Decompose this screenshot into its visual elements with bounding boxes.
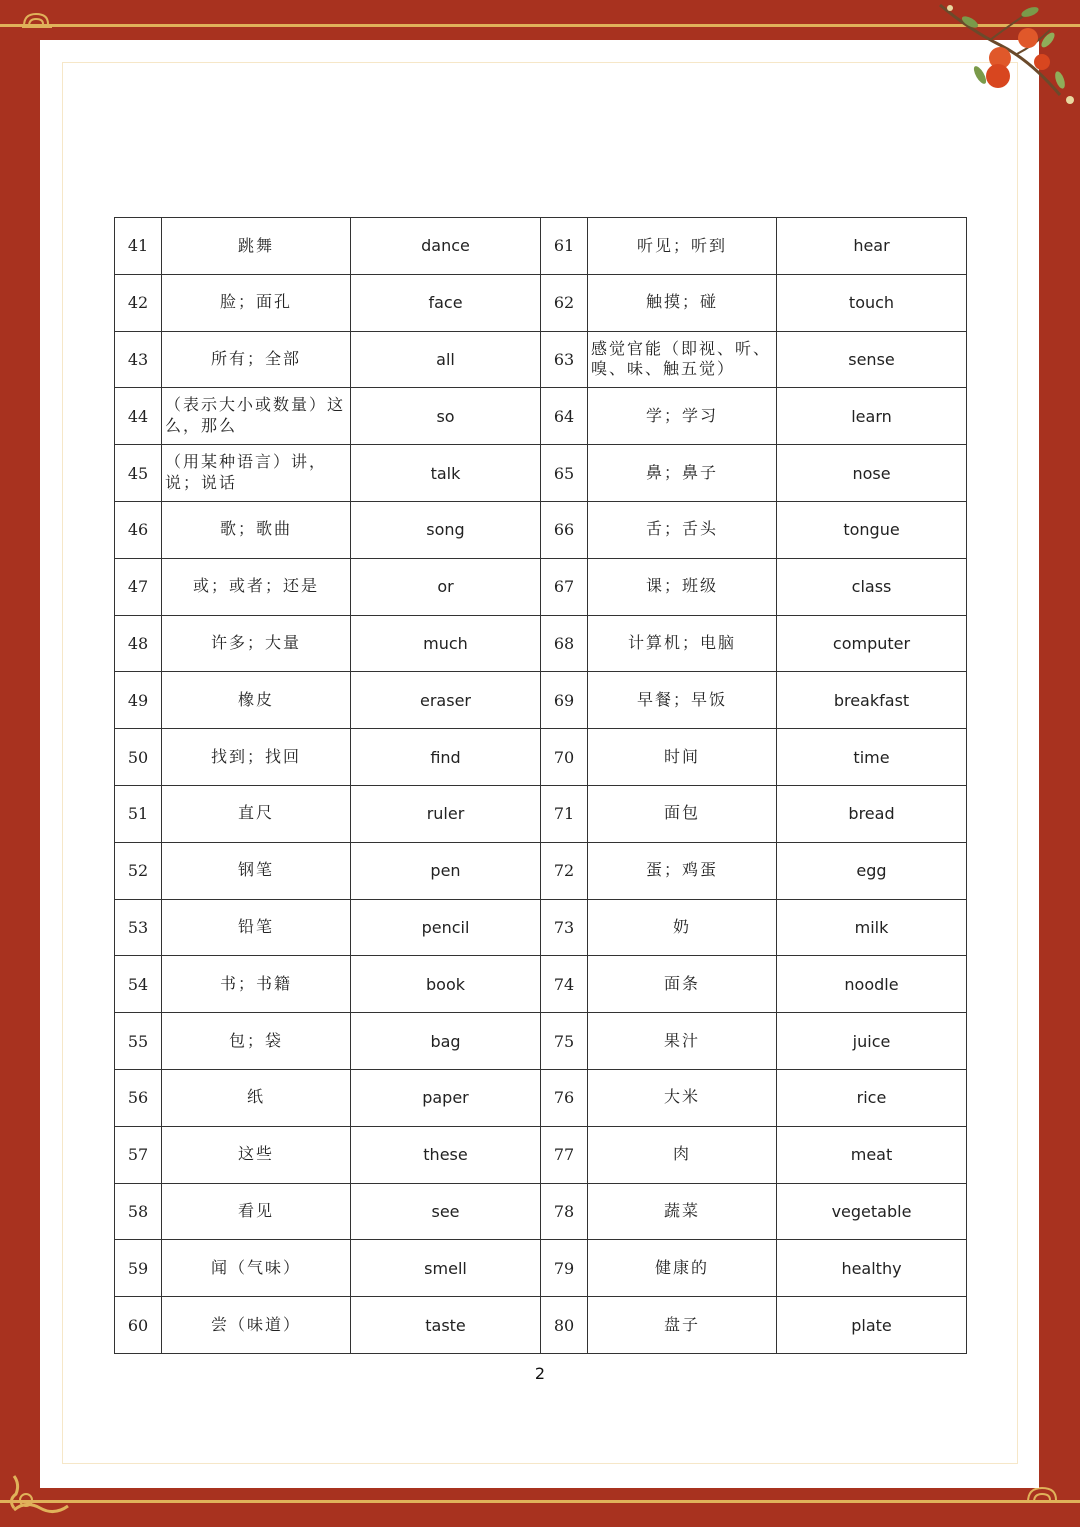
table-row	[115, 331, 967, 388]
word-number: 71	[541, 785, 588, 842]
english-word: breakfast	[777, 672, 967, 729]
chinese-meaning: 蛋；鸡蛋	[588, 842, 777, 899]
word-number: 64	[541, 388, 588, 445]
english-word: computer	[777, 615, 967, 672]
english-word: vegetable	[777, 1183, 967, 1240]
english-word: hear	[777, 218, 967, 275]
english-word: time	[777, 729, 967, 786]
word-number: 56	[115, 1069, 162, 1126]
chinese-meaning: 看见	[162, 1183, 351, 1240]
chinese-meaning: 直尺	[162, 785, 351, 842]
chinese-meaning: 触摸；碰	[588, 274, 777, 331]
chinese-meaning: 蔬菜	[588, 1183, 777, 1240]
cloud-ornament-icon	[22, 10, 52, 30]
chinese-meaning: 果汁	[588, 1013, 777, 1070]
english-word: touch	[777, 274, 967, 331]
english-word: juice	[777, 1013, 967, 1070]
word-number: 72	[541, 842, 588, 899]
table-row	[115, 388, 967, 445]
table-row	[115, 1183, 967, 1240]
english-word: milk	[777, 899, 967, 956]
frame-gold-line-top	[0, 24, 1080, 27]
english-word: meat	[777, 1126, 967, 1183]
table-row	[115, 842, 967, 899]
frame-gold-line-bottom	[0, 1500, 1080, 1503]
chinese-meaning: 听见；听到	[588, 218, 777, 275]
word-number: 76	[541, 1069, 588, 1126]
word-number: 59	[115, 1240, 162, 1297]
word-number: 61	[541, 218, 588, 275]
table-row	[115, 899, 967, 956]
word-number: 50	[115, 729, 162, 786]
word-number: 79	[541, 1240, 588, 1297]
word-number: 44	[115, 388, 162, 445]
table-row	[115, 1013, 967, 1070]
chinese-meaning: 奶	[588, 899, 777, 956]
table-row	[115, 558, 967, 615]
chinese-meaning: 学；学习	[588, 388, 777, 445]
english-word: dance	[351, 218, 541, 275]
chinese-meaning: 脸；面孔	[162, 274, 351, 331]
chinese-meaning: 纸	[162, 1069, 351, 1126]
word-number: 73	[541, 899, 588, 956]
chinese-meaning: 鼻；鼻子	[588, 445, 777, 502]
word-number: 41	[115, 218, 162, 275]
chinese-meaning: 时间	[588, 729, 777, 786]
word-number: 69	[541, 672, 588, 729]
chinese-meaning: 书；书籍	[162, 956, 351, 1013]
word-number: 53	[115, 899, 162, 956]
english-word: nose	[777, 445, 967, 502]
word-number: 52	[115, 842, 162, 899]
english-word: talk	[351, 445, 541, 502]
table-row	[115, 1297, 967, 1354]
english-word: see	[351, 1183, 541, 1240]
chinese-meaning: 许多；大量	[162, 615, 351, 672]
word-number: 80	[541, 1297, 588, 1354]
word-number: 48	[115, 615, 162, 672]
chinese-meaning: 这些	[162, 1126, 351, 1183]
word-number: 77	[541, 1126, 588, 1183]
table-row	[115, 729, 967, 786]
english-word: smell	[351, 1240, 541, 1297]
chinese-meaning: 健康的	[588, 1240, 777, 1297]
english-word: class	[777, 558, 967, 615]
chinese-meaning: 舌；舌头	[588, 501, 777, 558]
word-number: 74	[541, 956, 588, 1013]
chinese-meaning: 计算机；电脑	[588, 615, 777, 672]
chinese-meaning: 所有；全部	[162, 331, 351, 388]
english-word: all	[351, 331, 541, 388]
chinese-meaning: 面包	[588, 785, 777, 842]
chinese-meaning: 面条	[588, 956, 777, 1013]
fruit-branch-icon	[930, 0, 1080, 115]
word-number: 65	[541, 445, 588, 502]
word-number: 54	[115, 956, 162, 1013]
english-word: ruler	[351, 785, 541, 842]
english-word: eraser	[351, 672, 541, 729]
english-word: so	[351, 388, 541, 445]
chinese-meaning: （表示大小或数量）这么，那么	[162, 388, 351, 445]
english-word: pen	[351, 842, 541, 899]
word-number: 63	[541, 331, 588, 388]
table-row	[115, 672, 967, 729]
chinese-meaning: 橡皮	[162, 672, 351, 729]
english-word: paper	[351, 1069, 541, 1126]
chinese-meaning: 跳舞	[162, 218, 351, 275]
english-word: learn	[777, 388, 967, 445]
chinese-meaning: 早餐；早饭	[588, 672, 777, 729]
chinese-meaning: 大米	[588, 1069, 777, 1126]
word-number: 47	[115, 558, 162, 615]
word-number: 66	[541, 501, 588, 558]
english-word: bread	[777, 785, 967, 842]
english-word: these	[351, 1126, 541, 1183]
english-word: noodle	[777, 956, 967, 1013]
chinese-meaning: 找到；找回	[162, 729, 351, 786]
word-number: 43	[115, 331, 162, 388]
table-row	[115, 218, 967, 275]
word-number: 62	[541, 274, 588, 331]
chinese-meaning: 尝（味道）	[162, 1297, 351, 1354]
word-number: 42	[115, 274, 162, 331]
word-number: 51	[115, 785, 162, 842]
table-row	[115, 501, 967, 558]
word-number: 60	[115, 1297, 162, 1354]
english-word: plate	[777, 1297, 967, 1354]
english-word: much	[351, 615, 541, 672]
table-row	[115, 1126, 967, 1183]
table-row	[115, 445, 967, 502]
english-word: bag	[351, 1013, 541, 1070]
word-number: 49	[115, 672, 162, 729]
english-word: sense	[777, 331, 967, 388]
chinese-meaning: 感觉官能（即视、听、嗅、味、触五觉）	[588, 331, 777, 388]
english-word: healthy	[777, 1240, 967, 1297]
table-row	[115, 956, 967, 1013]
vocabulary-table	[114, 217, 967, 1354]
english-word: pencil	[351, 899, 541, 956]
english-word: song	[351, 501, 541, 558]
chinese-meaning: 铅笔	[162, 899, 351, 956]
chinese-meaning: 课；班级	[588, 558, 777, 615]
word-number: 70	[541, 729, 588, 786]
table-row	[115, 274, 967, 331]
chinese-meaning: 钢笔	[162, 842, 351, 899]
table-row	[115, 615, 967, 672]
chinese-meaning: 盘子	[588, 1297, 777, 1354]
english-word: egg	[777, 842, 967, 899]
table-row	[115, 1240, 967, 1297]
chinese-meaning: 肉	[588, 1126, 777, 1183]
page-number: 2	[534, 1364, 546, 1383]
word-number: 75	[541, 1013, 588, 1070]
table-row	[115, 785, 967, 842]
word-number: 46	[115, 501, 162, 558]
chinese-meaning: 或；或者；还是	[162, 558, 351, 615]
word-number: 55	[115, 1013, 162, 1070]
table-row	[115, 1069, 967, 1126]
english-word: book	[351, 956, 541, 1013]
word-number: 67	[541, 558, 588, 615]
english-word: face	[351, 274, 541, 331]
word-number: 68	[541, 615, 588, 672]
word-number: 58	[115, 1183, 162, 1240]
english-word: rice	[777, 1069, 967, 1126]
english-word: find	[351, 729, 541, 786]
chinese-meaning: 歌；歌曲	[162, 501, 351, 558]
word-number: 57	[115, 1126, 162, 1183]
english-word: taste	[351, 1297, 541, 1354]
chinese-meaning: 包；袋	[162, 1013, 351, 1070]
chinese-meaning: （用某种语言）讲，说；说话	[162, 445, 351, 502]
word-number: 45	[115, 445, 162, 502]
chinese-meaning: 闻（气味）	[162, 1240, 351, 1297]
english-word: tongue	[777, 501, 967, 558]
english-word: or	[351, 558, 541, 615]
word-number: 78	[541, 1183, 588, 1240]
